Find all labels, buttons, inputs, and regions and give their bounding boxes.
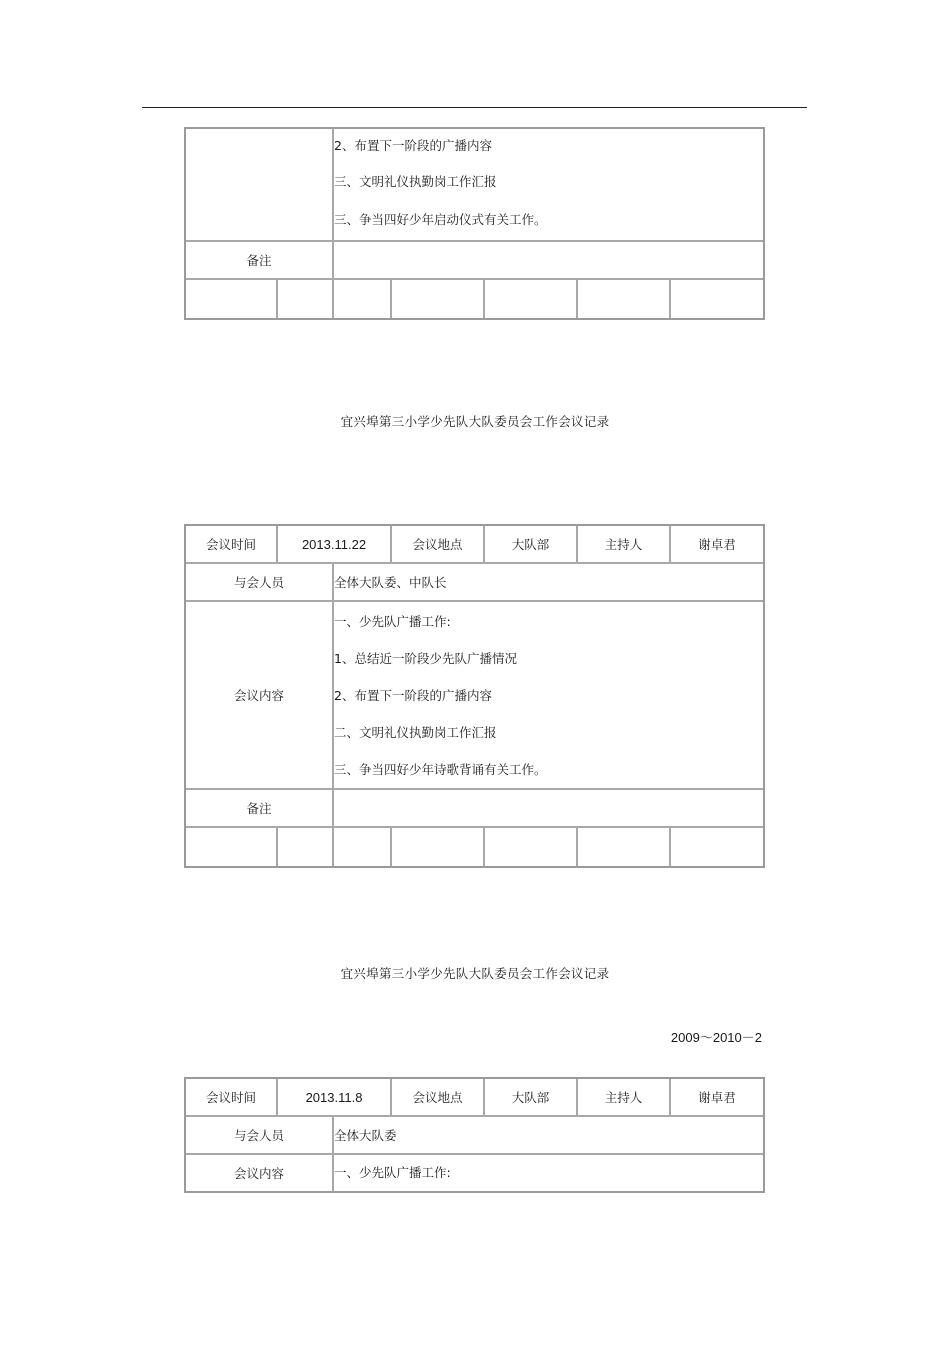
content-cell [334, 129, 763, 242]
place-value: 大队部 [485, 1079, 578, 1117]
blank-cell [334, 280, 392, 318]
attendees-value: 全体大队委 [334, 1117, 763, 1155]
blank-cell [186, 280, 278, 318]
blank-cell [578, 828, 671, 866]
host-value: 谢卓君 [671, 1079, 763, 1117]
time-value: 2013.11.22 [278, 526, 392, 564]
remark-row [186, 790, 763, 828]
host-value: 谢卓君 [671, 526, 763, 564]
content-line: 三、争当四好少年启动仪式有关工作。 [334, 212, 547, 227]
blank-cell [186, 828, 278, 866]
blank-cell [392, 280, 485, 318]
blank-cell [392, 828, 485, 866]
attendees-row [186, 1117, 763, 1155]
meeting-info-row [186, 1079, 763, 1117]
blank-cell [278, 828, 334, 866]
content-cell [334, 1155, 763, 1191]
content-label: 会议内容 [186, 1155, 334, 1191]
content-line: 二、文明礼仪执勤岗工作汇报 [334, 724, 497, 740]
content-line: 一、少先队广播工作: [334, 1165, 451, 1180]
place-label: 会议地点 [392, 526, 485, 564]
term-label: 2009～2010－2 [670, 1030, 762, 1045]
remark-label: 备注 [186, 790, 334, 828]
blank-row [186, 280, 763, 318]
document-title: 宜兴埠第三小学少先队大队委员会工作会议记录 [340, 414, 610, 429]
attendees-label: 与会人员 [186, 1117, 334, 1155]
content-row [186, 602, 763, 790]
content-line: 2、布置下一阶段的广播内容 [334, 687, 492, 703]
content-row [186, 1155, 763, 1191]
content-row [186, 129, 763, 242]
content-cell [334, 602, 763, 790]
time-label: 会议时间 [186, 1079, 278, 1117]
meeting-record-table [184, 524, 765, 868]
meeting-record-table-continued [184, 127, 765, 320]
meeting-info-row [186, 526, 763, 564]
blank-row [186, 828, 763, 866]
attendees-row [186, 564, 763, 602]
blank-cell [671, 828, 763, 866]
blank-cell [671, 280, 763, 318]
remark-cell [334, 242, 763, 280]
host-label: 主持人 [578, 526, 671, 564]
content-line: 2、布置下一阶段的广播内容 [334, 138, 492, 153]
remark-cell [334, 790, 763, 828]
meeting-record-table [184, 1077, 765, 1193]
content-line: 1、总结近一阶段少先队广播情况 [334, 650, 517, 666]
blank-cell [278, 280, 334, 318]
time-value: 2013.11.8 [278, 1079, 392, 1117]
attendees-label: 与会人员 [186, 564, 334, 602]
document-title: 宜兴埠第三小学少先队大队委员会工作会议记录 [340, 966, 610, 981]
content-line: 一、少先队广播工作: [334, 613, 451, 629]
content-label: 会议内容 [186, 602, 334, 790]
attendees-value: 全体大队委、中队长 [334, 564, 763, 602]
remark-row [186, 242, 763, 280]
blank-cell [334, 828, 392, 866]
content-line: 三、争当四好少年诗歌背诵有关工作。 [334, 761, 547, 777]
blank-cell [485, 280, 578, 318]
remark-label: 备注 [186, 242, 334, 280]
time-label: 会议时间 [186, 526, 278, 564]
host-label: 主持人 [578, 1079, 671, 1117]
place-label: 会议地点 [392, 1079, 485, 1117]
place-value: 大队部 [485, 526, 578, 564]
blank-cell [578, 280, 671, 318]
content-label-cell [186, 129, 334, 242]
header-rule [142, 107, 807, 108]
blank-cell [485, 828, 578, 866]
content-line: 三、文明礼仪执勤岗工作汇报 [334, 174, 497, 189]
